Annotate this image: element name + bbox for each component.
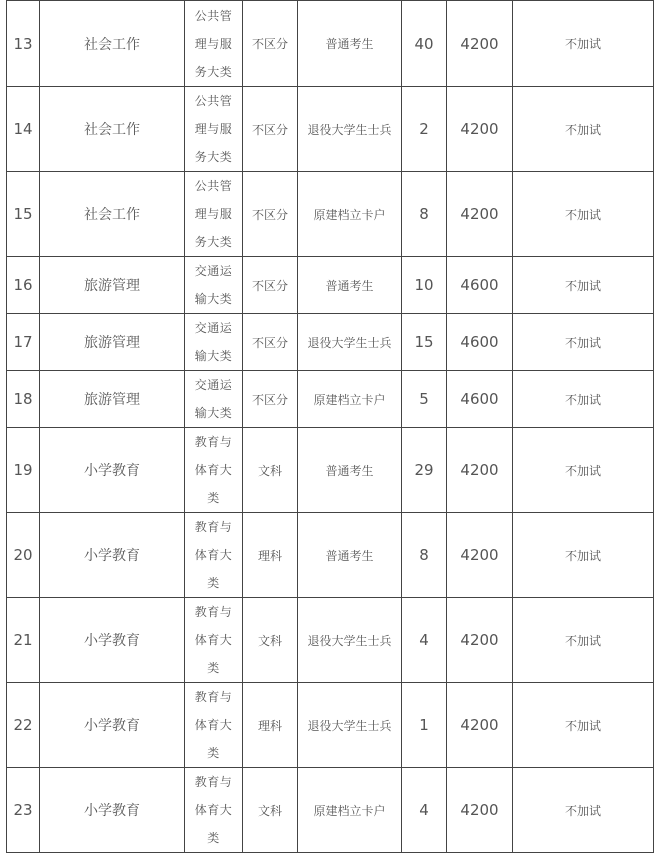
major-name: 社会工作 (40, 172, 185, 257)
major-category-line: 体育大 (194, 463, 233, 477)
tuition-fee: 4200 (447, 87, 513, 172)
major-name: 小学教育 (40, 428, 185, 513)
additional-exam: 不加试 (513, 1, 654, 87)
table-row (7, 257, 654, 314)
subject-type: 不区分 (243, 257, 298, 314)
major-name: 旅游管理 (40, 371, 185, 428)
major-name: 旅游管理 (40, 257, 185, 314)
table-row (7, 172, 654, 257)
additional-exam: 不加试 (513, 314, 654, 371)
table-row (7, 1, 654, 87)
major-name: 小学教育 (40, 513, 185, 598)
row-number: 18 (7, 371, 40, 428)
additional-exam: 不加试 (513, 257, 654, 314)
subject-type: 不区分 (243, 371, 298, 428)
major-category (185, 87, 243, 172)
subject-type: 理科 (243, 513, 298, 598)
additional-exam: 不加试 (513, 768, 654, 853)
major-category-line: 务大类 (194, 150, 233, 164)
major-category (185, 1, 243, 87)
major-category-line: 输大类 (194, 292, 233, 306)
subject-type: 文科 (243, 768, 298, 853)
applicant-type: 原建档立卡户 (298, 371, 402, 428)
major-name: 社会工作 (40, 87, 185, 172)
additional-exam: 不加试 (513, 683, 654, 768)
row-number: 22 (7, 683, 40, 768)
additional-exam: 不加试 (513, 172, 654, 257)
subject-type: 不区分 (243, 172, 298, 257)
row-number: 14 (7, 87, 40, 172)
enrollment-quota: 1 (402, 683, 447, 768)
major-name: 旅游管理 (40, 314, 185, 371)
enrollment-quota: 8 (402, 172, 447, 257)
row-number: 19 (7, 428, 40, 513)
subject-type: 文科 (243, 598, 298, 683)
major-category-line: 交通运 (194, 378, 233, 392)
applicant-type: 普通考生 (298, 1, 402, 87)
enrollment-quota: 2 (402, 87, 447, 172)
tuition-fee: 4600 (447, 314, 513, 371)
applicant-type: 原建档立卡户 (298, 768, 402, 853)
enrollment-quota: 5 (402, 371, 447, 428)
major-category-line: 公共管 (194, 94, 233, 108)
tuition-fee: 4200 (447, 598, 513, 683)
applicant-type: 退役大学生士兵 (298, 314, 402, 371)
major-category-line: 教育与 (194, 435, 233, 449)
table-row (7, 428, 654, 513)
applicant-type: 普通考生 (298, 428, 402, 513)
major-category-line: 体育大 (194, 548, 233, 562)
major-category-line: 类 (207, 491, 220, 505)
major-category-line: 务大类 (194, 235, 233, 249)
row-number: 13 (7, 1, 40, 87)
tuition-fee: 4200 (447, 1, 513, 87)
major-category-line: 输大类 (194, 406, 233, 420)
additional-exam: 不加试 (513, 428, 654, 513)
subject-type: 文科 (243, 428, 298, 513)
enrollment-quota: 4 (402, 768, 447, 853)
subject-type: 不区分 (243, 314, 298, 371)
tuition-fee: 4200 (447, 768, 513, 853)
additional-exam: 不加试 (513, 371, 654, 428)
table-body (7, 1, 654, 853)
applicant-type: 普通考生 (298, 257, 402, 314)
subject-type: 不区分 (243, 1, 298, 87)
applicant-type: 退役大学生士兵 (298, 598, 402, 683)
major-category-line: 类 (207, 831, 220, 845)
major-category (185, 257, 243, 314)
major-category-line: 务大类 (194, 64, 233, 79)
major-category-line: 教育与 (194, 520, 233, 534)
major-category (185, 768, 243, 853)
admissions-table (6, 0, 654, 853)
tuition-fee: 4200 (447, 172, 513, 257)
applicant-type: 普通考生 (298, 513, 402, 598)
major-category (185, 314, 243, 371)
table-row (7, 598, 654, 683)
major-category-line: 类 (207, 746, 220, 760)
table-row (7, 314, 654, 371)
major-category-line: 类 (207, 661, 220, 675)
major-category-line: 教育与 (194, 775, 233, 789)
enrollment-quota: 15 (402, 314, 447, 371)
major-category-line: 教育与 (194, 690, 233, 704)
row-number: 16 (7, 257, 40, 314)
tuition-fee: 4200 (447, 683, 513, 768)
table-row (7, 768, 654, 853)
major-category-line: 体育大 (194, 633, 233, 647)
additional-exam: 不加试 (513, 87, 654, 172)
tuition-fee: 4200 (447, 428, 513, 513)
major-category-line: 类 (207, 576, 220, 590)
tuition-fee: 4600 (447, 257, 513, 314)
enrollment-quota: 40 (402, 1, 447, 87)
major-category-line: 理与服 (194, 207, 233, 221)
major-category-line: 公共管 (194, 179, 233, 193)
major-category-line: 教育与 (194, 605, 233, 619)
major-category (185, 683, 243, 768)
major-name: 小学教育 (40, 683, 185, 768)
additional-exam: 不加试 (513, 598, 654, 683)
major-name: 小学教育 (40, 598, 185, 683)
table-row (7, 371, 654, 428)
major-name: 小学教育 (40, 768, 185, 853)
row-number: 15 (7, 172, 40, 257)
subject-type: 不区分 (243, 87, 298, 172)
subject-type: 理科 (243, 683, 298, 768)
major-category-line: 交通运 (194, 321, 233, 335)
major-category (185, 371, 243, 428)
major-category-line: 输大类 (194, 349, 233, 363)
additional-exam: 不加试 (513, 513, 654, 598)
applicant-type: 原建档立卡户 (298, 172, 402, 257)
major-category (185, 598, 243, 683)
tuition-fee: 4600 (447, 371, 513, 428)
table-row (7, 683, 654, 768)
major-category (185, 428, 243, 513)
applicant-type: 退役大学生士兵 (298, 683, 402, 768)
row-number: 20 (7, 513, 40, 598)
enrollment-quota: 4 (402, 598, 447, 683)
major-category (185, 172, 243, 257)
enrollment-quota: 29 (402, 428, 447, 513)
row-number: 21 (7, 598, 40, 683)
major-category-line: 理与服 (194, 122, 233, 136)
major-category-line: 理与服 (194, 36, 233, 51)
major-name: 社会工作 (40, 1, 185, 87)
row-number: 17 (7, 314, 40, 371)
major-category (185, 513, 243, 598)
table-row (7, 87, 654, 172)
major-category-line: 公共管 (194, 8, 233, 23)
table-row (7, 513, 654, 598)
major-category-line: 体育大 (194, 718, 233, 732)
tuition-fee: 4200 (447, 513, 513, 598)
major-category-line: 体育大 (194, 803, 233, 817)
row-number: 23 (7, 768, 40, 853)
enrollment-quota: 10 (402, 257, 447, 314)
applicant-type: 退役大学生士兵 (298, 87, 402, 172)
major-category-line: 交通运 (194, 264, 233, 278)
enrollment-quota: 8 (402, 513, 447, 598)
